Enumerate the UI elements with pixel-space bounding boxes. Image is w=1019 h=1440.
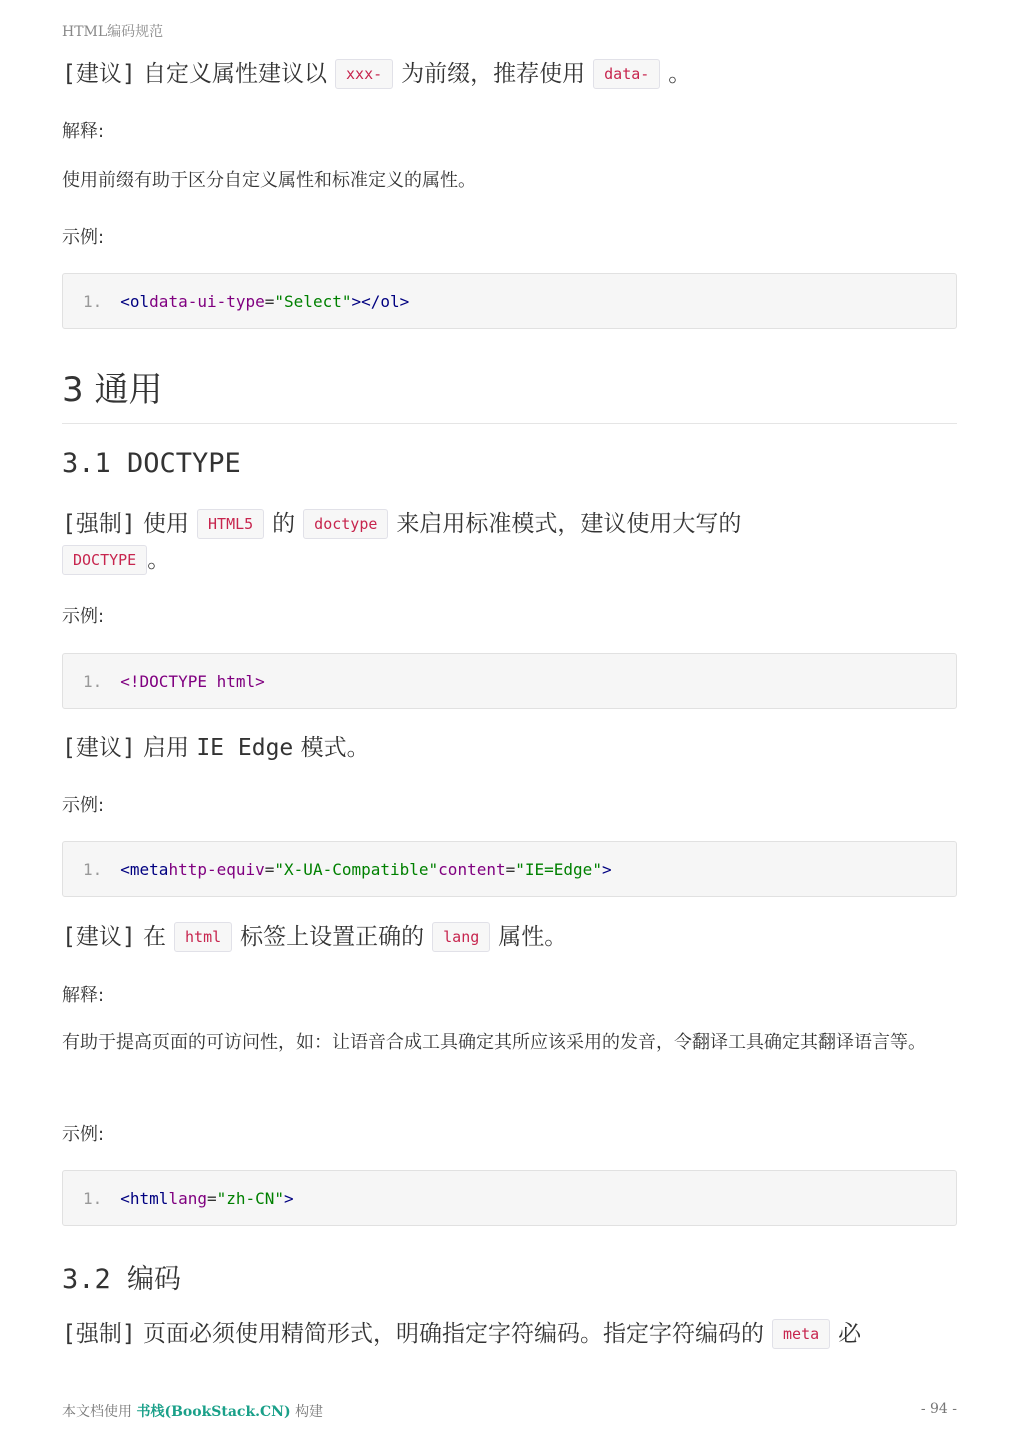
rule-text: 来启用标准模式，建议使用大写的 [396,511,742,537]
code-tag: <meta [120,859,169,879]
explain-label: 解释: [62,121,105,142]
inline-code: doctype [303,509,388,539]
rule-text: 。 [668,61,692,87]
rule-text: 。 [147,547,171,573]
rule-text: 为前缀，推荐使用 [401,61,586,87]
section-heading-3-1: 3.1 DOCTYPE [62,448,241,479]
code-tag: <ol [120,291,150,311]
code-block [62,1170,957,1226]
rule-charset [62,1316,861,1352]
rule-custom-attr [62,56,691,92]
code-string: "Select" [274,291,352,311]
line-number: 1. [83,1188,103,1208]
code-string: "X-UA-Compatible" [274,859,439,879]
section-heading-3: 3 通用 [62,362,957,424]
code-string: "IE=Edge" [515,859,602,879]
code-eq: = [264,291,275,311]
code-doctype: <!DOCTYPE html> [120,671,265,691]
code-eq: = [206,1188,217,1208]
code-tag: > [601,859,612,879]
inline-code: DOCTYPE [62,545,147,575]
code-attr: content [438,859,506,879]
rule-ie-edge [62,730,370,766]
rule-level: [强制] [62,1321,136,1347]
rule-mono-text: IE Edge [196,735,294,761]
rule-text: 在 [143,924,167,950]
rule-level: [建议] [62,735,136,761]
footer-text: 本文档使用 [62,1404,132,1420]
running-header: HTML编码规范 [62,24,164,40]
code-eq: = [505,859,516,879]
rule-text: 启用 [143,735,190,761]
code-attr: http-equiv [168,859,265,879]
footer-text: 构建 [295,1404,324,1420]
footer-credit [62,1401,323,1421]
code-tag: ></ol> [351,291,410,311]
code-block [62,653,957,709]
rule-text: 标签上设置正确的 [240,924,425,950]
example-label: 示例: [62,795,105,816]
example-label: 示例: [62,606,105,627]
example-label: 示例: [62,227,105,248]
explain-label: 解释: [62,985,105,1006]
rule-level: [强制] [62,511,136,537]
inline-code: xxx- [335,59,393,89]
rule-lang [62,919,567,955]
rule-text: 必 [838,1321,862,1347]
page-footer [62,1401,957,1421]
section-heading-3-2 [62,1257,181,1296]
code-string: "zh-CN" [216,1188,285,1208]
code-tag: <html [120,1188,169,1208]
code-attr: data-ui-type [149,291,265,311]
rule-doctype [62,506,957,578]
rule-level: [建议] [62,61,136,87]
inline-code: data- [593,59,660,89]
inline-code: meta [772,1319,830,1349]
line-number: 1. [83,291,103,311]
line-number: 1. [83,671,103,691]
inline-code: html [174,922,232,952]
code-block [62,841,957,897]
code-block [62,273,957,329]
example-label: 示例: [62,1124,105,1145]
line-number: 1. [83,859,103,879]
heading-number: 3.2 [62,1264,111,1295]
code-attr: lang [168,1188,207,1208]
rule-text: 属性。 [498,924,568,950]
rule-level: [建议] [62,924,136,950]
rule-text: 自定义属性建议以 [143,61,328,87]
rule-text: 模式。 [300,735,370,761]
inline-code: lang [432,922,490,952]
explain-text: 使用前缀有助于区分自定义属性和标准定义的属性。 [62,170,476,191]
explain-text: 有助于提高页面的可访问性，如：让语音合成工具确定其所应该采用的发音，令翻译工具确定其翻译语言等。 [62,1032,926,1053]
footer-brand-link[interactable]: 书栈(BookStack.CN) [136,1404,291,1420]
rule-text: 页面必须使用精简形式，明确指定字符编码。指定字符编码的 [143,1321,765,1347]
heading-text: 编码 [127,1264,182,1295]
inline-code: HTML5 [197,509,264,539]
rule-text: 使用 [143,511,190,537]
code-eq: = [264,859,275,879]
rule-text: 的 [272,511,296,537]
code-tag: > [284,1188,294,1208]
page-number: - 94 - [920,1401,957,1417]
